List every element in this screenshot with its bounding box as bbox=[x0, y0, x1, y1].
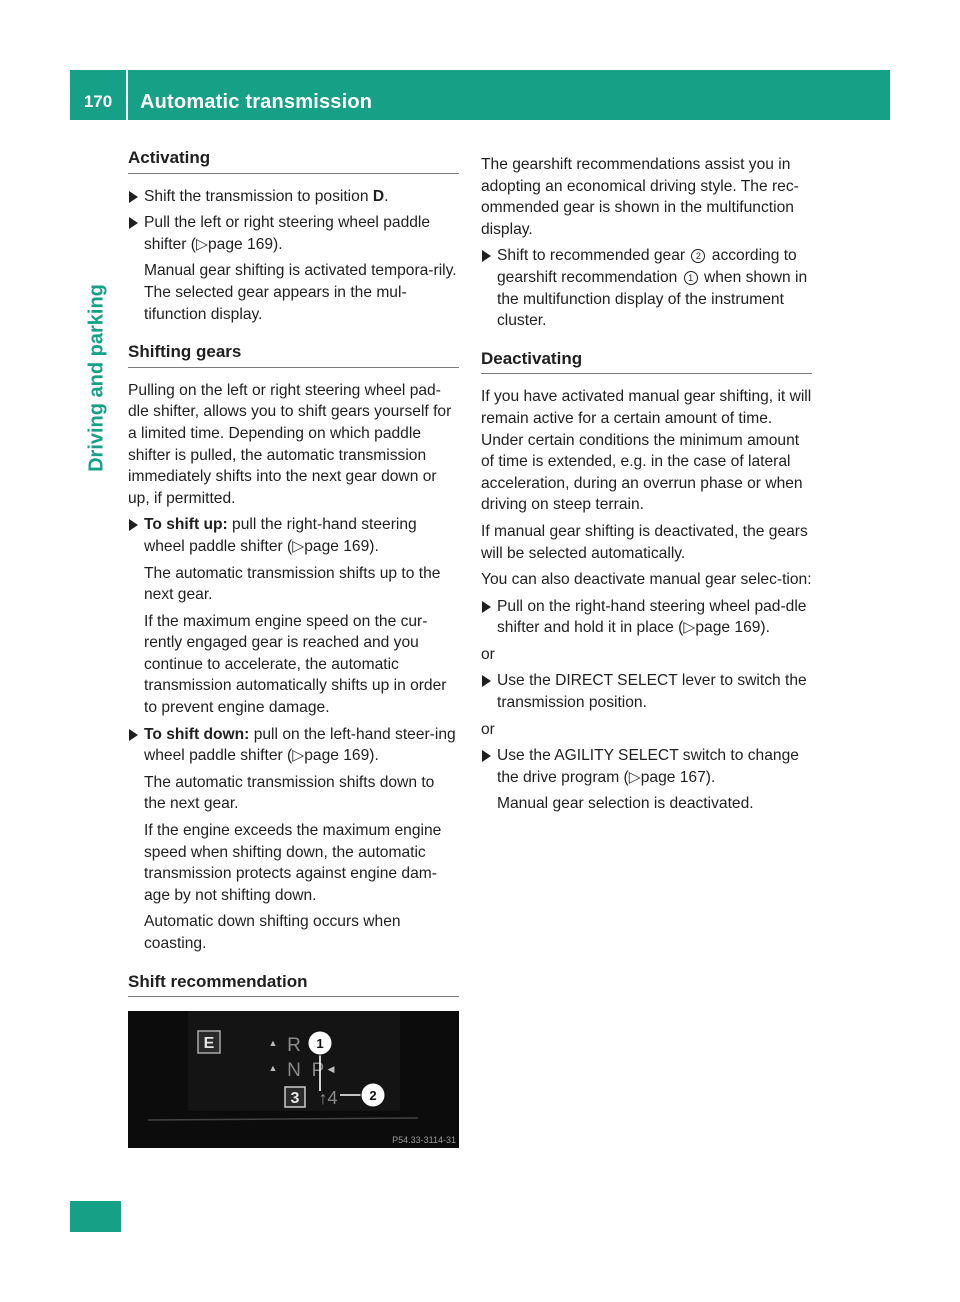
page-ref-arrow-icon: ▷ bbox=[683, 619, 696, 637]
step-arrow-icon bbox=[482, 675, 491, 687]
header-divider bbox=[126, 70, 128, 120]
callout-1-ref: 1 bbox=[684, 271, 698, 285]
gear-n-label: N bbox=[287, 1060, 301, 1082]
gear-p-label: P bbox=[311, 1060, 325, 1082]
step-activate-position: Shift the transmission to position D. bbox=[128, 186, 459, 208]
step-detail: If the engine exceeds the maximum engine speed when shifting down, the automatic transmission protects against engine dam-age by not shifting down. bbox=[144, 822, 442, 904]
step-arrow-icon bbox=[482, 750, 491, 762]
step-detail: The automatic transmission shifts up to the next gear. bbox=[144, 564, 441, 604]
step-arrow-icon bbox=[482, 601, 491, 613]
gear-r-label: R bbox=[287, 1035, 301, 1057]
step-arrow-icon bbox=[129, 729, 138, 741]
multifunction-display-figure bbox=[128, 1011, 459, 1148]
heading-activating: Activating bbox=[128, 147, 459, 174]
page-ref-arrow-icon: ▷ bbox=[196, 235, 208, 253]
page-header bbox=[70, 70, 890, 120]
shifting-intro: Pulling on the left or right steering wheel pad-dle shifter, allows you to shift gears yourself for a limited time. Depending on which paddle shifter is pulled, the automatic transmission immediately shifts into the next gear down or up, if permitted. bbox=[128, 381, 452, 507]
page-ref-link[interactable]: page 169 bbox=[208, 235, 274, 253]
deactivating-para-3: You can also deactivate manual gear selec-tion: bbox=[481, 571, 812, 589]
image-code: P54.33-3114-31 bbox=[392, 1135, 456, 1146]
step-shift-down: To shift down: pull on the left-hand steer-ing wheel paddle shifter (▷page 169). The automatic transmission shifts down to the next gear. If the engine exceeds the maximum engine speed when shifting down, the automatic transmission protects against engine dam-age by not shifting down. Automatic down shifting occurs when coasting. bbox=[128, 724, 459, 955]
page-ref-arrow-icon: ▷ bbox=[628, 768, 641, 786]
left-arrow-icon: ◀ bbox=[327, 1064, 335, 1075]
step-detail: The automatic transmission shifts down to the next gear. bbox=[144, 773, 435, 813]
or-separator: or bbox=[481, 720, 495, 738]
step-detail: Manual gear selection is deactivated. bbox=[497, 795, 754, 813]
up-arrow-icon: ▲ bbox=[268, 1038, 278, 1049]
or-separator: or bbox=[481, 645, 495, 663]
recommended-gear: ↑4 bbox=[318, 1088, 338, 1109]
mode-letter: E bbox=[203, 1035, 215, 1053]
page-ref-arrow-icon: ▷ bbox=[292, 537, 305, 555]
heading-shift-recommendation: Shift recommendation bbox=[128, 971, 459, 998]
callout-2-ref: 2 bbox=[691, 249, 705, 263]
page-ref-link[interactable]: page 169 bbox=[304, 747, 370, 765]
deactivating-para-2: If manual gear shifting is deactivated, the gears will be selected automatically. bbox=[481, 522, 808, 562]
page-ref-arrow-icon: ▷ bbox=[292, 747, 305, 765]
step-deactivate-agility-select: Use the AGILITY SELECT switch to change the drive program (▷page 167). Manual gear selection is deactivated. bbox=[481, 745, 812, 815]
step-arrow-icon bbox=[129, 217, 138, 229]
step-shift-up: To shift up: pull the right-hand steering wheel paddle shifter (▷page 169). The automatic transmission shifts up to the next gear. If the maximum engine speed on the cur-rently engaged gear is reached and you continue to accelerate, the automatic transmission automatically shifts up in order to prevent engine damage. bbox=[128, 514, 459, 718]
step-arrow-icon bbox=[129, 519, 138, 531]
current-gear-number: 3 bbox=[290, 1090, 300, 1108]
step-detail: Automatic down shifting occurs when coasting. bbox=[144, 913, 401, 952]
chapter-tab-marker bbox=[70, 1201, 121, 1232]
heading-shifting-gears: Shifting gears bbox=[128, 341, 459, 368]
step-activate-paddle: Pull the left or right steering wheel paddle shifter (▷page 169). Manual gear shifting is activated tempora-rily. The selected gear appears in the mul-tifunction display. bbox=[128, 212, 459, 325]
step-detail: Manual gear shifting is activated tempora-rily. The selected gear appears in the mul-tifunction display. bbox=[144, 262, 457, 323]
step-arrow-icon bbox=[129, 191, 138, 203]
heading-deactivating: Deactivating bbox=[481, 348, 812, 375]
step-detail: If the maximum engine speed on the cur-rently engaged gear is reached and you continue to accelerate, the automatic transmission automatically shifts up in order to prevent engine damage. bbox=[144, 612, 447, 717]
step-deactivate-direct-select: Use the DIRECT SELECT lever to switch the transmission position. bbox=[481, 670, 812, 713]
step-deactivate-paddle: Pull on the right-hand steering wheel pad-dle shifter and hold it in place (▷page 169). bbox=[481, 596, 812, 639]
page-ref-link[interactable]: page 169 bbox=[304, 537, 370, 555]
right-column bbox=[481, 154, 812, 820]
display-illustration bbox=[128, 1011, 459, 1148]
step-recommended-gear: Shift to recommended gear 2 according to gearshift recommendation 1 when shown in the multifunction display of the instrument cluster. bbox=[481, 245, 812, 331]
chapter-side-label: Driving and parking bbox=[85, 284, 108, 472]
page-number: 170 bbox=[83, 92, 113, 111]
section-title: Automatic transmission bbox=[140, 91, 373, 113]
up-arrow-icon: ▲ bbox=[268, 1063, 278, 1074]
callout-2-number: 2 bbox=[369, 1088, 377, 1104]
gear-position-d: D bbox=[372, 187, 385, 205]
page-ref-link[interactable]: page 169 bbox=[695, 619, 761, 637]
step-arrow-icon bbox=[482, 250, 491, 262]
left-column bbox=[128, 147, 459, 1148]
recommendation-intro: The gearshift recommendations assist you in adopting an economical driving style. The rec-ommended gear is shown in the multifunction display. bbox=[481, 156, 799, 238]
page-ref-link[interactable]: page 167 bbox=[640, 768, 706, 786]
deactivating-para-1: If you have activated manual gear shifting, it will remain active for a certain amount of time. Under certain conditions the minimum amount of time is extended, e.g. in the case of lateral acceleration, during an overrun phase or when driving on steep terrain. bbox=[481, 388, 812, 514]
callout-1-number: 1 bbox=[316, 1036, 324, 1052]
